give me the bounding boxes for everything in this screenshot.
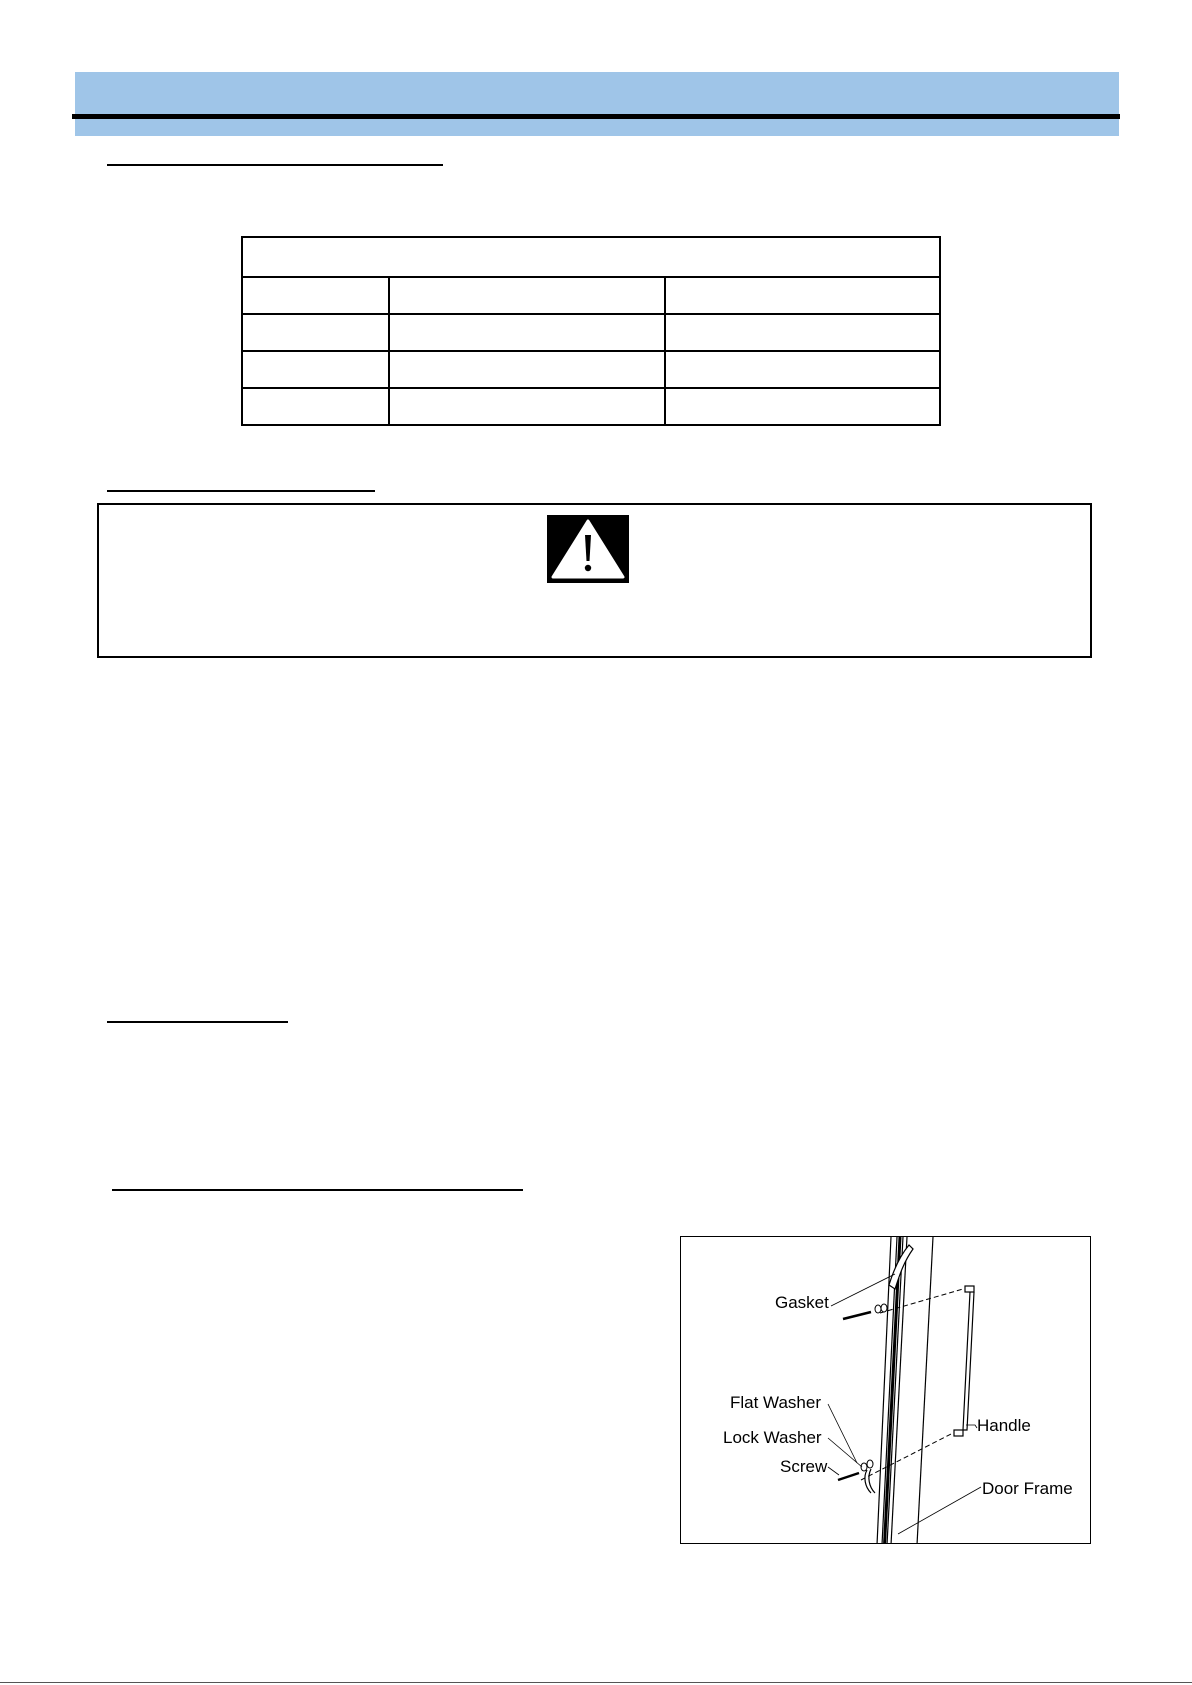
flat-washer-label: Flat Washer	[730, 1393, 822, 1412]
section-heading-underline-1	[107, 164, 443, 166]
table-row	[242, 277, 940, 314]
spec-table	[241, 236, 941, 426]
section-heading-underline-3	[107, 1021, 288, 1023]
gasket-label: Gasket	[775, 1293, 829, 1312]
footer-line	[0, 1682, 1192, 1683]
warning-box	[97, 503, 1092, 658]
screw-label: Screw	[780, 1457, 828, 1476]
lock-washer-label: Lock Washer	[723, 1428, 822, 1447]
section-heading-underline-4	[112, 1189, 523, 1191]
handle-installation-figure	[680, 1236, 1091, 1544]
header-rule	[72, 114, 1120, 119]
door-frame-label: Door Frame	[982, 1479, 1073, 1498]
warning-triangle-icon	[547, 515, 629, 583]
table-row	[242, 388, 940, 425]
table-row	[242, 351, 940, 388]
handle-label: Handle	[977, 1416, 1031, 1435]
section-heading-underline-2	[107, 490, 375, 492]
table-title-cell	[242, 237, 940, 277]
header-band	[75, 72, 1119, 136]
table-header-row	[242, 237, 940, 277]
table-row	[242, 314, 940, 351]
